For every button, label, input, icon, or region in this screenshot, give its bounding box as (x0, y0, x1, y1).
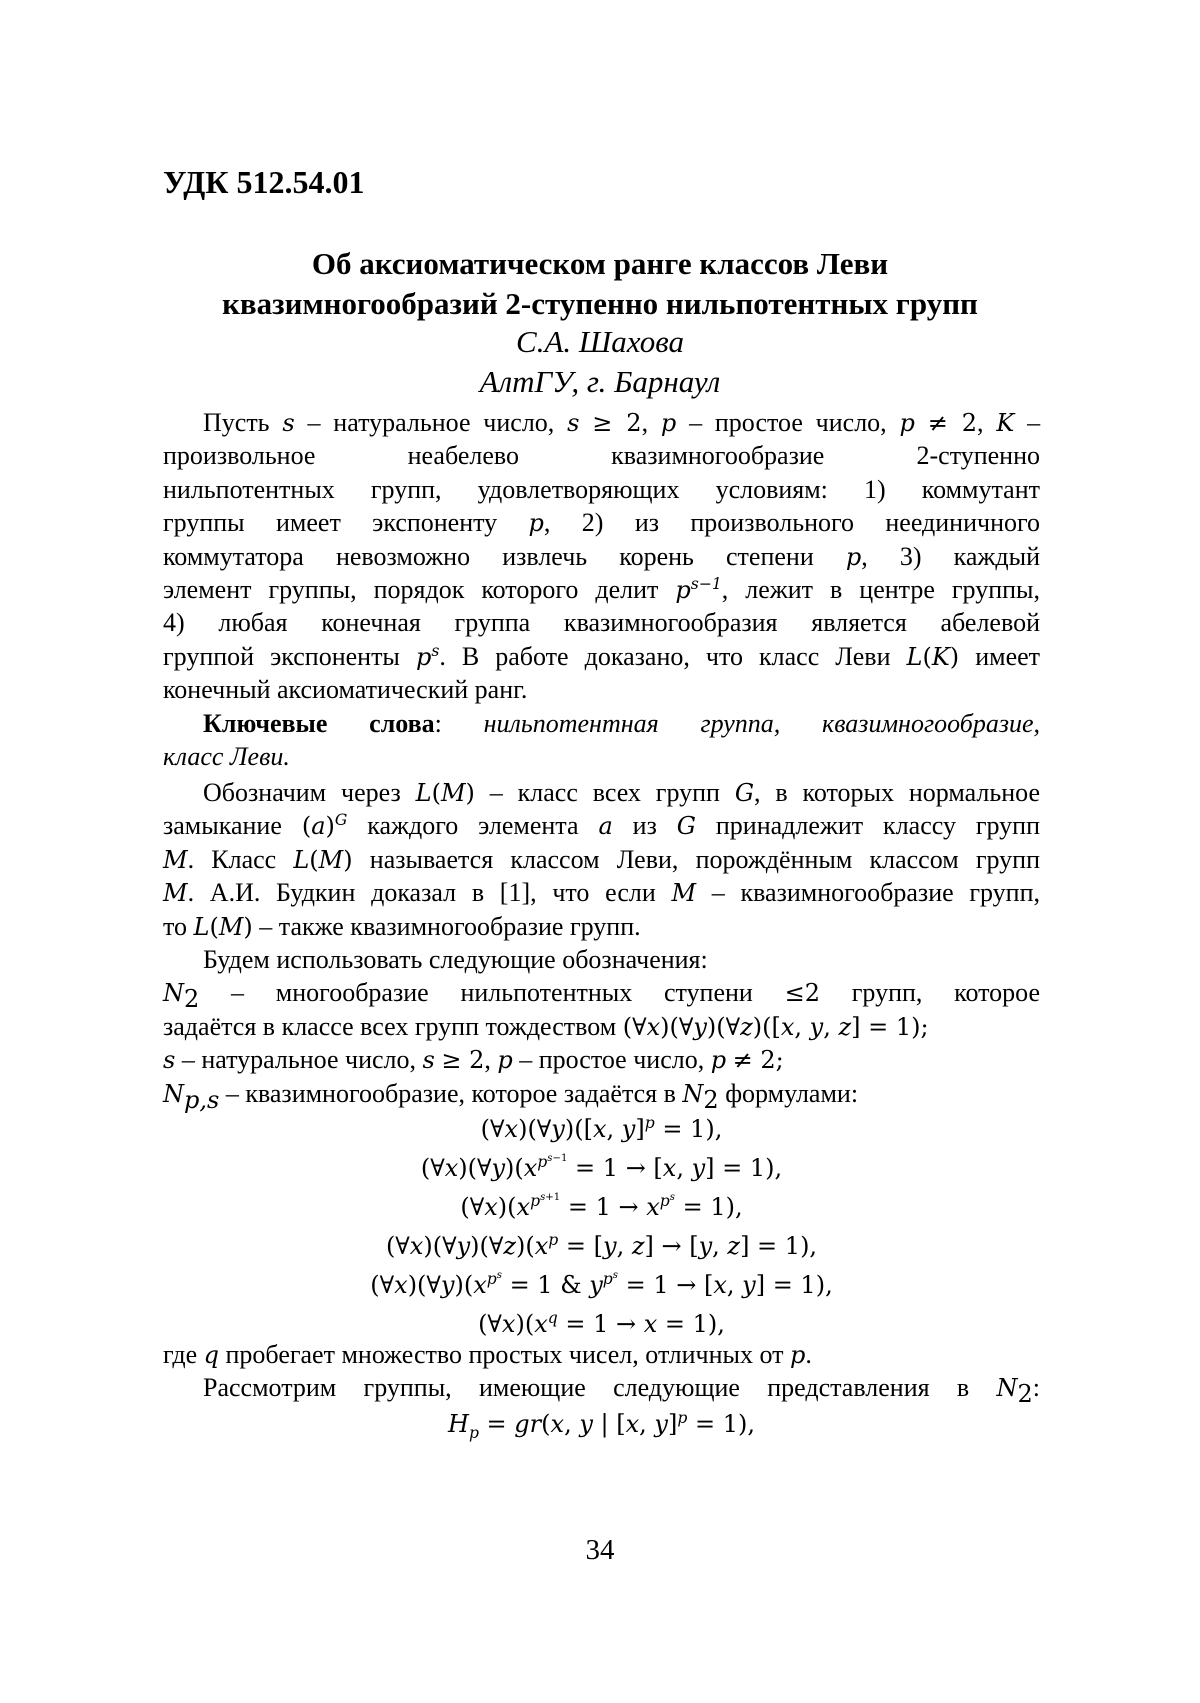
main-text-continued (163, 1338, 1040, 1444)
author-name: С.А. Шахова (516, 324, 684, 359)
text-line: Обозначим через L(M) – класс всех групп G, в которых нормальное (203, 778, 1040, 807)
author-affiliation: АлтГУ, г. Барнаул (479, 364, 721, 399)
text-line: где q пробегает множество простых чисел, отличных от p. (163, 1340, 812, 1369)
text-line: $N_2$ – многообразие нильпотентных ступени ≤2 групп, которое (163, 978, 1041, 1014)
abstract-line: коммутатора невозможно извлечь корень степени p, 3) каждый (163, 541, 1040, 571)
abstract-line: произвольное неабелево квазимногообразие 2-ступенно (163, 441, 1040, 471)
text-line: Рассмотрим группы, имеющие следующие представления в $N_2$: (203, 1373, 1040, 1409)
abstract-line: нильпотентных групп, удовлетворяющих условиям: 1) коммутант (163, 474, 1040, 504)
keywords-text: нильпотентная группа, квазимногообразие, (483, 708, 1040, 738)
keywords-line: класс Леви. (163, 741, 290, 771)
keywords-line: Ключевые слова: нильпотентная группа, квазимногообразие, (203, 708, 1040, 738)
formula: $(\forall x)(\forall y)(\forall z)(x^p = [y$, z] → [y, z] = 1), (385, 1231, 818, 1260)
text-line: задаётся в классе всех групп тождеством (∀x)(∀y)(∀z)([x, y, z] = 1); (163, 1011, 929, 1041)
abstract-line: конечный аксиоматический ранг. (163, 675, 528, 705)
formula: $(\forall x)(\forall y)(x^{p^s} = 1$ & $y^{p^s} = 1 \to [x$, y] = 1), (370, 1269, 833, 1299)
abstract-line: группы имеет экспоненту p, 2) из произвольного неединичного (163, 508, 1041, 538)
title-line-2: квазимногообразий 2-ступенно нильпотентных групп (222, 286, 978, 321)
abstract-line: элемент группы, порядок которого делит $p^{s-1}$, лежит в центре группы, (163, 574, 1040, 604)
text-line: $N_{p,s}$ – квазимногообразие, которое задаётся в $N_2$ формулами: (163, 1078, 859, 1114)
text-line: замыкание $(a)^G$ каждого элемента a из G принадлежит классу групп (163, 811, 1041, 841)
text-line: s – натуральное число, s ≥ 2, p – простое число, p ≠ 2; (163, 1045, 784, 1075)
text-line: Будем использовать следующие обозначения: (203, 944, 708, 974)
abstract-line: группой экспоненты $p^s$. В работе доказано, что класс Леви L(K) имеет (163, 641, 1041, 671)
formula: $(\forall x)(\forall y)(x^{p^{s-1}} = 1 \to [x$, y] = 1), (420, 1152, 783, 1182)
formula: $(\forall x)(x^{p^{s+1}} = 1 \to x^{p^s} = 1)$, (460, 1191, 743, 1221)
formula: $H_p = gr(x$, y | [x, y]$^p$ = 1), (448, 1408, 755, 1442)
abstract (163, 406, 1040, 773)
text-line: M. Класс L(M) называется классом Леви, порождённым классом групп (163, 844, 1040, 874)
abstract-line: Пусть s – натуральное число, s ≥ 2, p – простое число, p ≠ 2, K – (203, 408, 1041, 437)
paper-title (140, 244, 1060, 324)
page-number: 34 (585, 1534, 615, 1566)
text-line: то L(M) – также квазимногообразие групп. (163, 911, 641, 941)
udc-code: УДК 512.54.01 (163, 164, 365, 200)
title-line-1: Об аксиоматическом ранге классов Леви (311, 246, 889, 281)
main-text (163, 776, 1041, 1114)
formula-block (163, 1110, 1040, 1344)
abstract-line: 4) любая конечная группа квазимногообразия является абелевой (163, 608, 1040, 638)
keywords-label: Ключевые слова (203, 708, 435, 738)
formula: (∀x)(∀y)([x, y]$^p$ = 1), (480, 1114, 723, 1143)
formula: $(\forall x)(x^q = 1 \to x = 1)$, (478, 1309, 725, 1338)
text-line: M. А.И. Будкин доказал в [1], что если M – квазимногообразие групп, (163, 878, 1041, 908)
